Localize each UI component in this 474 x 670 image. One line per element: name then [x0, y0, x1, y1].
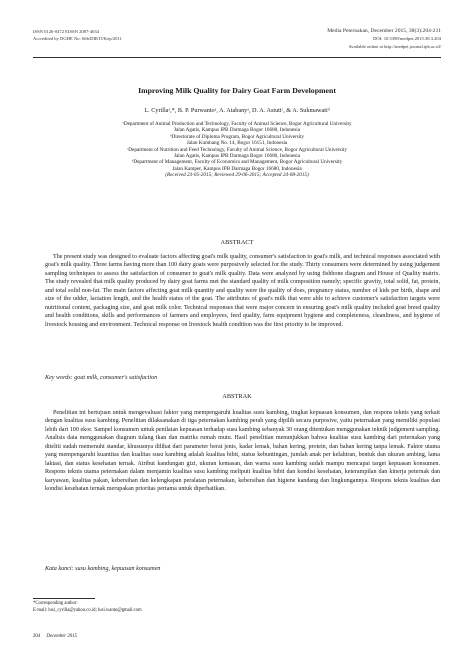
affiliation-line: Jalan Kumbang No. 14, Bogor 16151, Indonesia [186, 140, 288, 147]
kata-kunci-label: Kata kunci: [45, 566, 74, 572]
author-list: L. Cyrillaᵃ,*, B. P. Purwantoᵃ, A. Atabanyᵃ, D. A. Astutiᶜ, & A. Sukmawatiᵈ [144, 107, 330, 114]
keywords-text: goat milk, consumer's satisfaction [74, 375, 158, 381]
footnote [33, 601, 142, 614]
page-footer [33, 634, 77, 639]
abstrak-body: Penelitian ini bertujuan untuk mengevaluasi faktor yang mempengaruhi kualitas susu kambing, tingkat kepuasan konsumen, dan respons teknis yang terkait dengan kualitas susu kambing. Penelitian dilaksanakan di tiga peternakan kambing perah yang dipilih secara purposive, yaitu peternakan yang memiliki populasi lebih dari 100 ekor. Sampel konsumen untuk penilaian kepuasan terhadap susu kambing sebanyak 30 orang ditentukan menggunakan teknik judgement sampling. Analisis data menggunakan diagram tulang ikan dan matriks rumah mutu. Hasil penelitian menunjukkan bahwa kualitas susu kambing dari peternakan yang diteliti sudah memenuhi standar, khususnya dilihat dari parameter berat jenis, kadar lemak, bahan kering, protein, dan bahan kering tanpa lemak. Faktor utama yang mempengaruhi kuantitas dan kualitas susu kambing adalah kualitas bibit, status kebuntingan, jumlah anak per kelahiran, bentuk dan ukuran ambing, lama laktasi, dan status kesehatan ternak. Atribut kandungan gizi, ukuran kemasan, dan warna susu kambing sudah mampu mencapai target kepuasan konsumen. Respons teknis utama peternakan dalam menjamin kualitas susu kambing meliputi kualitas bibit dan kondisi kesehatan, keterampilan dan kinerja peternak dan karyawan, kualitas pakan, kebersihan dan kelengkapan peralatan peternakan, kebersihan dan higiene kandang dan lingkungannya. Respons teknis kualitas dan kondisi kesehatan ternak merupakan prioritas pertama untuk diperhatikan. [45, 410, 440, 493]
abstract-text [45, 253, 440, 329]
footnote-divider [33, 598, 95, 599]
affiliation-line: ᵃDepartment of Animal Production and Technology, Faculty of Animal Science, Bogor Agricultural University [122, 121, 352, 127]
affiliation-line: Jalan Agatis, Kampus IPB Darmaga Bogor 16680, Indonesia [173, 127, 301, 134]
availability-line[interactable]: Available online at http://medpet.journal.ipb.ac.id/ [348, 43, 441, 49]
header-divider [33, 57, 441, 58]
corresponding-author-label: *Corresponding author: [33, 601, 78, 606]
keywords-label: Key words: [45, 375, 73, 381]
accreditation-line: Accredited by DGHE No: 66b/DIKTI/Kep/2011 [33, 36, 122, 42]
header-right [327, 28, 441, 50]
header-left [33, 28, 122, 43]
issn-line: ISSN 0126-0472 EISSN 2087-4634 [33, 29, 99, 34]
abstrak-keywords [45, 566, 160, 572]
affiliation-line: ᵈDepartment of Management, Faculty of Economics and Management, Bogor Agricultural University [131, 159, 343, 166]
doi: DOI: 10.5398/medpet.2015.38.3.204 [373, 36, 441, 42]
page-number: 204 [33, 634, 41, 639]
affiliation-line: ᶜDepartment of Nutrition and Feed Technology, Faculty of Animal Science, Bogor Agricultural University [126, 146, 348, 153]
issue-month: December 2015 [46, 634, 77, 639]
abstract-keywords [45, 375, 157, 381]
journal-citation: Media Peternakan, December 2015, 38(3):204-211 [327, 28, 441, 34]
received-dates: (Received 23-05-2015; Reviewed 29-06-2015; Accepted 24-08-2015) [165, 172, 309, 179]
affiliation-line: Jalan Agatis, Kampus IPB Darmaga Bogor 16680, Indonesia [173, 153, 301, 160]
paper-title: Improving Milk Quality for Dairy Goat Farm Development [138, 86, 336, 95]
abstract-heading: ABSTRACT [220, 239, 254, 246]
kata-kunci-text: susu kambing, kepuasan konsumen [75, 566, 161, 572]
abstract-body: The present study was designed to evaluate factors affecting goat's milk quality, consumer's satisfaction to goat's milk, and technical responses associated with goat's milk quality. Three farms having more than 100 dairy goats were purposively selected for the study. Thirty consumers were determined by using judgement sampling techniques to assess the satisfaction of consumer to goat's milk quality. Data were analyzed by using fishbone diagram and House of Quality matrix. The study revealed that milk quality produced by dairy goat farms met the standard quality of milk composition namely; specific gravity, total solid, fat, protein, and total solid non-fat. The main factors affecting goat milk quantity and quality were the quality of does, pregnancy status, number of kids per birth, shape and size of the udder, lactation length, and the health status of the goat. The attributes of goat's milk that were able to achieve customer's satisfaction targets were nutritional content, packaging size, and goat milk color. Technical responses that were major concern in ensuring goat's milk quality included goat breed quality and health conditions, skills and performances of farmers and employees, feed quality, farm equipment hygiene and completeness, cleanliness, and hygiene of livestock housing and environment. Technical response on livestock health condition was the first priority to be improved. [45, 254, 440, 328]
affiliation-line: Jalan Kamper, Kampus IPB Darmaga Bogor 16680, Indonesia [172, 165, 302, 172]
corresponding-author-email[interactable]: E-mail: lusi_cyrilla@yahoo.co.id; lusi.wanto@gmail.com [33, 607, 142, 613]
affiliations [60, 121, 414, 179]
affiliation-line: ᵇDirectorate of Diploma Program, Bogor Agricultural University [169, 133, 305, 140]
abstrak-text [45, 409, 440, 494]
abstrak-heading: ABSTRAK [222, 393, 252, 400]
